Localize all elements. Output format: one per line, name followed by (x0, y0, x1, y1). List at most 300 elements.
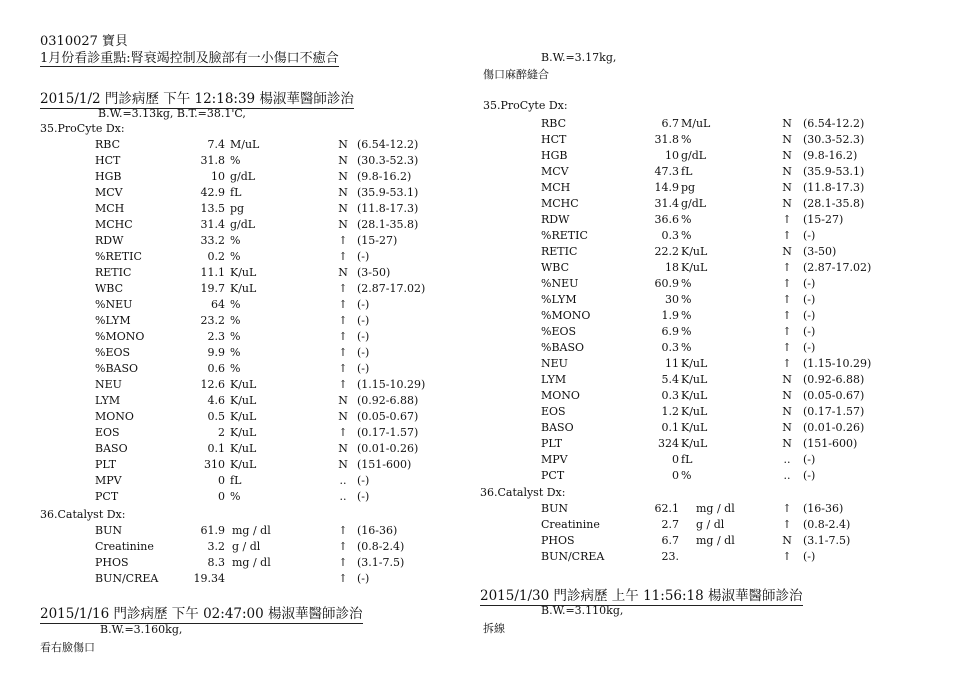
visit-vitals: B.W.=3.17kg, (541, 51, 617, 64)
lab-value: 0 (672, 469, 679, 482)
procyte-section-title: 35.ProCyte Dx: (40, 122, 125, 135)
visit-header-2015-01-30: 2015/1/30 門診病歷 上午 11:56:18 楊淑華醫師診治 (480, 584, 803, 606)
lab-flag: N (782, 245, 792, 258)
lab-flag: N (338, 458, 348, 471)
lab-flag: N (782, 421, 792, 434)
lab-reference-range: (3-50) (357, 266, 391, 279)
lab-row (541, 501, 901, 517)
monthly-focus-note: 1月份看診重點:腎衰竭控制及臉部有一小傷口不癒合 (40, 47, 339, 67)
lab-unit: g/dL (681, 149, 707, 162)
lab-row (541, 517, 901, 533)
lab-unit: % (681, 277, 692, 290)
lab-unit: % (230, 490, 241, 503)
lab-reference-range: (3.1-7.5) (803, 534, 851, 547)
lab-row (541, 228, 901, 244)
lab-row (95, 571, 455, 587)
lab-row (541, 452, 901, 468)
lab-test-name: PCT (95, 490, 119, 503)
lab-value: 9.9 (207, 346, 225, 359)
lab-unit: g / dl (232, 540, 261, 553)
lab-row (541, 292, 901, 308)
lab-reference-range: (2.87-17.02) (803, 261, 872, 274)
lab-test-name: LYM (95, 394, 121, 407)
lab-unit: K/uL (681, 373, 708, 386)
lab-reference-range: (9.8-16.2) (357, 170, 412, 183)
lab-test-name: NEU (95, 378, 122, 391)
lab-value: 0.3 (661, 341, 679, 354)
lab-test-name: %RETIC (95, 250, 142, 263)
lab-flag: N (338, 154, 348, 167)
lab-value: 19.34 (193, 572, 225, 585)
lab-row (95, 297, 455, 313)
lab-reference-range: (-) (357, 490, 370, 503)
lab-test-name: WBC (95, 282, 124, 295)
lab-value: 60.9 (654, 277, 679, 290)
lab-row (541, 116, 901, 132)
lab-value: 0 (218, 490, 225, 503)
lab-test-name: MCH (95, 202, 125, 215)
lab-row (95, 409, 455, 425)
lab-row (541, 468, 901, 484)
lab-reference-range: (-) (803, 309, 816, 322)
lab-test-name: HGB (541, 149, 568, 162)
lab-value: 33.2 (200, 234, 225, 247)
lab-value: 6.9 (661, 325, 679, 338)
lab-row (95, 185, 455, 201)
lab-unit: % (230, 154, 241, 167)
lab-flag: N (338, 186, 348, 199)
lab-value: 0 (218, 474, 225, 487)
lab-reference-range: (6.54-12.2) (803, 117, 865, 130)
lab-flag: ↑ (338, 362, 348, 375)
lab-reference-range: (-) (803, 341, 816, 354)
lab-flag: N (338, 394, 348, 407)
lab-reference-range: (15-27) (803, 213, 844, 226)
lab-flag: N (338, 170, 348, 183)
lab-row (541, 324, 901, 340)
lab-row (95, 313, 455, 329)
lab-reference-range: (-) (357, 314, 370, 327)
lab-reference-range: (11.8-17.3) (357, 202, 419, 215)
lab-flag: .. (783, 453, 791, 466)
lab-value: 11.1 (200, 266, 225, 279)
lab-reference-range: (28.1-35.8) (803, 197, 865, 210)
lab-unit: mg / dl (696, 534, 735, 547)
lab-unit: fL (230, 186, 242, 199)
lab-unit: g/dL (681, 197, 707, 210)
lab-reference-range: (0.01-0.26) (803, 421, 865, 434)
lab-row (95, 217, 455, 233)
lab-row (95, 425, 455, 441)
lab-test-name: MONO (95, 410, 134, 423)
lab-reference-range: (35.9-53.1) (357, 186, 419, 199)
procyte-section-title: 35.ProCyte Dx: (483, 99, 568, 112)
lab-flag: N (782, 181, 792, 194)
lab-row (541, 212, 901, 228)
lab-reference-range: (11.8-17.3) (803, 181, 865, 194)
lab-value: 0.6 (207, 362, 225, 375)
lab-reference-range: (30.3-52.3) (357, 154, 419, 167)
lab-flag: .. (339, 490, 347, 503)
lab-unit: K/uL (230, 426, 257, 439)
lab-value: 0.5 (207, 410, 225, 423)
lab-value: 1.2 (661, 405, 679, 418)
lab-test-name: MCH (541, 181, 571, 194)
lab-unit: mg / dl (232, 524, 271, 537)
lab-reference-range: (15-27) (357, 234, 398, 247)
lab-flag: ↑ (782, 518, 792, 531)
lab-row (541, 148, 901, 164)
lab-reference-range: (-) (357, 474, 370, 487)
lab-reference-range: (151-600) (803, 437, 858, 450)
lab-reference-range: (-) (357, 362, 370, 375)
lab-unit: K/uL (230, 410, 257, 423)
lab-unit: % (681, 213, 692, 226)
lab-unit: mg / dl (232, 556, 271, 569)
lab-unit: % (681, 229, 692, 242)
lab-flag: N (782, 165, 792, 178)
lab-reference-range: (0.8-2.4) (357, 540, 405, 553)
lab-test-name: %RETIC (541, 229, 588, 242)
lab-unit: g / dl (696, 518, 725, 531)
lab-reference-range: (0.17-1.57) (803, 405, 865, 418)
lab-test-name: PHOS (541, 534, 575, 547)
lab-flag: N (338, 410, 348, 423)
lab-reference-range: (0.05-0.67) (357, 410, 419, 423)
lab-reference-range: (0.17-1.57) (357, 426, 419, 439)
lab-flag: N (782, 373, 792, 386)
lab-reference-range: (-) (357, 572, 370, 585)
lab-test-name: MCHC (541, 197, 579, 210)
lab-flag: N (782, 534, 792, 547)
lab-test-name: HCT (95, 154, 121, 167)
lab-test-name: NEU (541, 357, 568, 370)
lab-row (95, 523, 455, 539)
visit-vitals: B.W.=3.110kg, (541, 604, 624, 617)
lab-test-name: %BASO (541, 341, 585, 354)
lab-unit: M/uL (681, 117, 711, 130)
lab-reference-range: (0.8-2.4) (803, 518, 851, 531)
lab-row (95, 441, 455, 457)
lab-unit: M/uL (230, 138, 260, 151)
lab-row (541, 244, 901, 260)
lab-value: 3.2 (207, 540, 225, 553)
lab-reference-range: (0.05-0.67) (803, 389, 865, 402)
lab-row (541, 132, 901, 148)
lab-unit: K/uL (230, 266, 257, 279)
lab-reference-range: (3-50) (803, 245, 837, 258)
lab-reference-range: (-) (803, 550, 816, 563)
lab-value: 4.6 (207, 394, 225, 407)
lab-test-name: RETIC (541, 245, 578, 258)
catalyst-section-title: 36.Catalyst Dx: (40, 508, 126, 521)
lab-row (95, 153, 455, 169)
lab-row (95, 555, 455, 571)
visit-header-2015-01-16: 2015/1/16 門診病歷 下午 02:47:00 楊淑華醫師診治 (40, 602, 363, 624)
lab-unit: K/uL (681, 421, 708, 434)
lab-value: 31.4 (200, 218, 225, 231)
lab-unit: K/uL (230, 394, 257, 407)
lab-unit: K/uL (681, 389, 708, 402)
lab-unit: K/uL (681, 405, 708, 418)
lab-test-name: BUN (95, 524, 122, 537)
lab-reference-range: (28.1-35.8) (357, 218, 419, 231)
lab-row (541, 533, 901, 549)
lab-flag: ↑ (782, 261, 792, 274)
lab-test-name: %LYM (95, 314, 131, 327)
lab-unit: % (230, 234, 241, 247)
lab-reference-range: (-) (357, 298, 370, 311)
lab-reference-range: (-) (803, 469, 816, 482)
lab-value: 31.8 (200, 154, 225, 167)
lab-value: 12.6 (200, 378, 225, 391)
lab-flag: ↑ (782, 357, 792, 370)
lab-unit: % (230, 330, 241, 343)
lab-test-name: Creatinine (95, 540, 154, 553)
lab-test-name: RBC (541, 117, 566, 130)
visit-vitals: B.W.=3.13kg, B.T.=38.1'C, (98, 107, 246, 120)
lab-row (541, 404, 901, 420)
lab-value: 62.1 (654, 502, 679, 515)
lab-unit: g/dL (230, 170, 256, 183)
lab-value: 10 (211, 170, 225, 183)
lab-reference-range: (16-36) (357, 524, 398, 537)
visit-note: 看右臉傷口 (40, 641, 95, 654)
lab-unit: % (681, 469, 692, 482)
lab-value: 0 (672, 453, 679, 466)
lab-unit: fL (681, 165, 693, 178)
lab-row (541, 164, 901, 180)
lab-reference-range: (-) (803, 229, 816, 242)
lab-value: 310 (204, 458, 225, 471)
lab-reference-range: (1.15-10.29) (357, 378, 426, 391)
lab-unit: % (681, 325, 692, 338)
lab-flag: ↑ (338, 426, 348, 439)
lab-unit: K/uL (230, 442, 257, 455)
lab-test-name: %EOS (541, 325, 577, 338)
lab-test-name: HCT (541, 133, 567, 146)
lab-flag: N (338, 266, 348, 279)
lab-flag: ↑ (338, 234, 348, 247)
lab-row (95, 539, 455, 555)
lab-value: 31.4 (654, 197, 679, 210)
lab-reference-range: (-) (357, 346, 370, 359)
lab-test-name: RBC (95, 138, 120, 151)
lab-flag: N (338, 202, 348, 215)
lab-unit: % (230, 250, 241, 263)
lab-value: 324 (658, 437, 679, 450)
lab-test-name: MCV (541, 165, 569, 178)
lab-row (541, 180, 901, 196)
lab-row (95, 473, 455, 489)
lab-reference-range: (151-600) (357, 458, 412, 471)
lab-test-name: Creatinine (541, 518, 600, 531)
lab-unit: % (681, 341, 692, 354)
lab-unit: % (681, 133, 692, 146)
lab-flag: N (338, 442, 348, 455)
lab-value: 0.3 (661, 389, 679, 402)
lab-row (95, 457, 455, 473)
lab-flag: ↑ (338, 282, 348, 295)
lab-test-name: WBC (541, 261, 570, 274)
lab-value: 23. (661, 550, 679, 563)
lab-value: 5.4 (661, 373, 679, 386)
lab-unit: % (681, 309, 692, 322)
catalyst-section-title: 36.Catalyst Dx: (480, 486, 566, 499)
lab-reference-range: (1.15-10.29) (803, 357, 872, 370)
lab-row (95, 489, 455, 505)
lab-reference-range: (-) (357, 250, 370, 263)
lab-flag: ↑ (782, 229, 792, 242)
lab-unit: mg / dl (696, 502, 735, 515)
lab-flag: ↑ (338, 378, 348, 391)
lab-unit: % (681, 293, 692, 306)
lab-reference-range: (30.3-52.3) (803, 133, 865, 146)
lab-test-name: PCT (541, 469, 565, 482)
lab-flag: N (782, 197, 792, 210)
lab-test-name: %BASO (95, 362, 139, 375)
lab-row (541, 420, 901, 436)
patient-id-name: 0310027 寶貝 (40, 34, 129, 49)
lab-value: 19.7 (200, 282, 225, 295)
lab-test-name: EOS (95, 426, 120, 439)
lab-reference-range: (-) (803, 325, 816, 338)
lab-test-name: PHOS (95, 556, 129, 569)
lab-flag: ↑ (782, 341, 792, 354)
lab-value: 14.9 (654, 181, 679, 194)
lab-test-name: LYM (541, 373, 567, 386)
lab-reference-range: (-) (803, 293, 816, 306)
lab-test-name: MCV (95, 186, 123, 199)
lab-flag: ↑ (782, 293, 792, 306)
lab-reference-range: (9.8-16.2) (803, 149, 858, 162)
lab-test-name: BUN/CREA (95, 572, 159, 585)
lab-test-name: MPV (541, 453, 568, 466)
lab-test-name: %MONO (541, 309, 591, 322)
lab-row (541, 340, 901, 356)
lab-value: 2.3 (207, 330, 225, 343)
lab-value: 0.2 (207, 250, 225, 263)
lab-flag: N (338, 138, 348, 151)
lab-value: 2 (218, 426, 225, 439)
lab-flag: .. (783, 469, 791, 482)
lab-value: 0.3 (661, 229, 679, 242)
lab-reference-range: (-) (803, 277, 816, 290)
lab-row (541, 356, 901, 372)
lab-flag: ↑ (338, 524, 348, 537)
lab-flag: N (782, 117, 792, 130)
lab-value: 6.7 (661, 534, 679, 547)
lab-value: 23.2 (200, 314, 225, 327)
lab-row (541, 549, 901, 565)
lab-unit: K/uL (230, 458, 257, 471)
lab-test-name: PLT (541, 437, 563, 450)
lab-test-name: BASO (541, 421, 574, 434)
lab-value: 2.7 (661, 518, 679, 531)
lab-test-name: MCHC (95, 218, 133, 231)
lab-unit: % (230, 346, 241, 359)
lab-test-name: RETIC (95, 266, 132, 279)
lab-value: 7.4 (207, 138, 225, 151)
lab-row (95, 249, 455, 265)
lab-unit: K/uL (681, 245, 708, 258)
lab-row (95, 201, 455, 217)
lab-flag: N (782, 133, 792, 146)
lab-flag: ↑ (782, 550, 792, 563)
lab-unit: fL (230, 474, 242, 487)
lab-unit: % (230, 298, 241, 311)
lab-reference-range: (3.1-7.5) (357, 556, 405, 569)
lab-unit: K/uL (681, 437, 708, 450)
lab-flag: N (782, 405, 792, 418)
lab-value: 0.1 (207, 442, 225, 455)
lab-flag: ↑ (338, 572, 348, 585)
lab-row (95, 345, 455, 361)
lab-value: 1.9 (661, 309, 679, 322)
lab-value: 42.9 (200, 186, 225, 199)
lab-flag: ↑ (338, 540, 348, 553)
lab-row (541, 308, 901, 324)
lab-test-name: RDW (541, 213, 570, 226)
lab-test-name: HGB (95, 170, 122, 183)
lab-test-name: RDW (95, 234, 124, 247)
lab-flag: ↑ (338, 330, 348, 343)
visit-vitals: B.W.=3.160kg, (100, 623, 183, 636)
lab-value: 31.8 (654, 133, 679, 146)
lab-value: 8.3 (207, 556, 225, 569)
lab-flag: ↑ (338, 556, 348, 569)
lab-unit: % (230, 362, 241, 375)
lab-reference-range: (2.87-17.02) (357, 282, 426, 295)
lab-value: 30 (665, 293, 679, 306)
lab-flag: ↑ (338, 314, 348, 327)
lab-test-name: %EOS (95, 346, 131, 359)
lab-test-name: %MONO (95, 330, 145, 343)
lab-reference-range: (6.54-12.2) (357, 138, 419, 151)
lab-reference-range: (35.9-53.1) (803, 165, 865, 178)
lab-row (95, 281, 455, 297)
lab-row (541, 372, 901, 388)
lab-row (541, 196, 901, 212)
lab-test-name: %NEU (541, 277, 579, 290)
lab-row (95, 169, 455, 185)
lab-flag: N (782, 389, 792, 402)
lab-unit: K/uL (681, 261, 708, 274)
lab-flag: ↑ (338, 346, 348, 359)
lab-value: 6.7 (661, 117, 679, 130)
lab-test-name: BUN (541, 502, 568, 515)
lab-reference-range: (0.92-6.88) (803, 373, 865, 386)
lab-flag: N (782, 149, 792, 162)
lab-test-name: BASO (95, 442, 128, 455)
lab-flag: ↑ (782, 213, 792, 226)
lab-value: 64 (211, 298, 225, 311)
lab-flag: ↑ (782, 325, 792, 338)
lab-value: 47.3 (654, 165, 679, 178)
lab-value: 61.9 (200, 524, 225, 537)
lab-row (541, 276, 901, 292)
lab-unit: g/dL (230, 218, 256, 231)
lab-test-name: BUN/CREA (541, 550, 605, 563)
lab-row (95, 393, 455, 409)
visit-header-2015-01-02: 2015/1/2 門診病歷 下午 12:18:39 楊淑華醫師診治 (40, 87, 354, 109)
lab-row (95, 377, 455, 393)
lab-flag: ↑ (782, 309, 792, 322)
lab-value: 13.5 (200, 202, 225, 215)
lab-value: 36.6 (654, 213, 679, 226)
lab-flag: ↑ (338, 250, 348, 263)
lab-row (95, 329, 455, 345)
